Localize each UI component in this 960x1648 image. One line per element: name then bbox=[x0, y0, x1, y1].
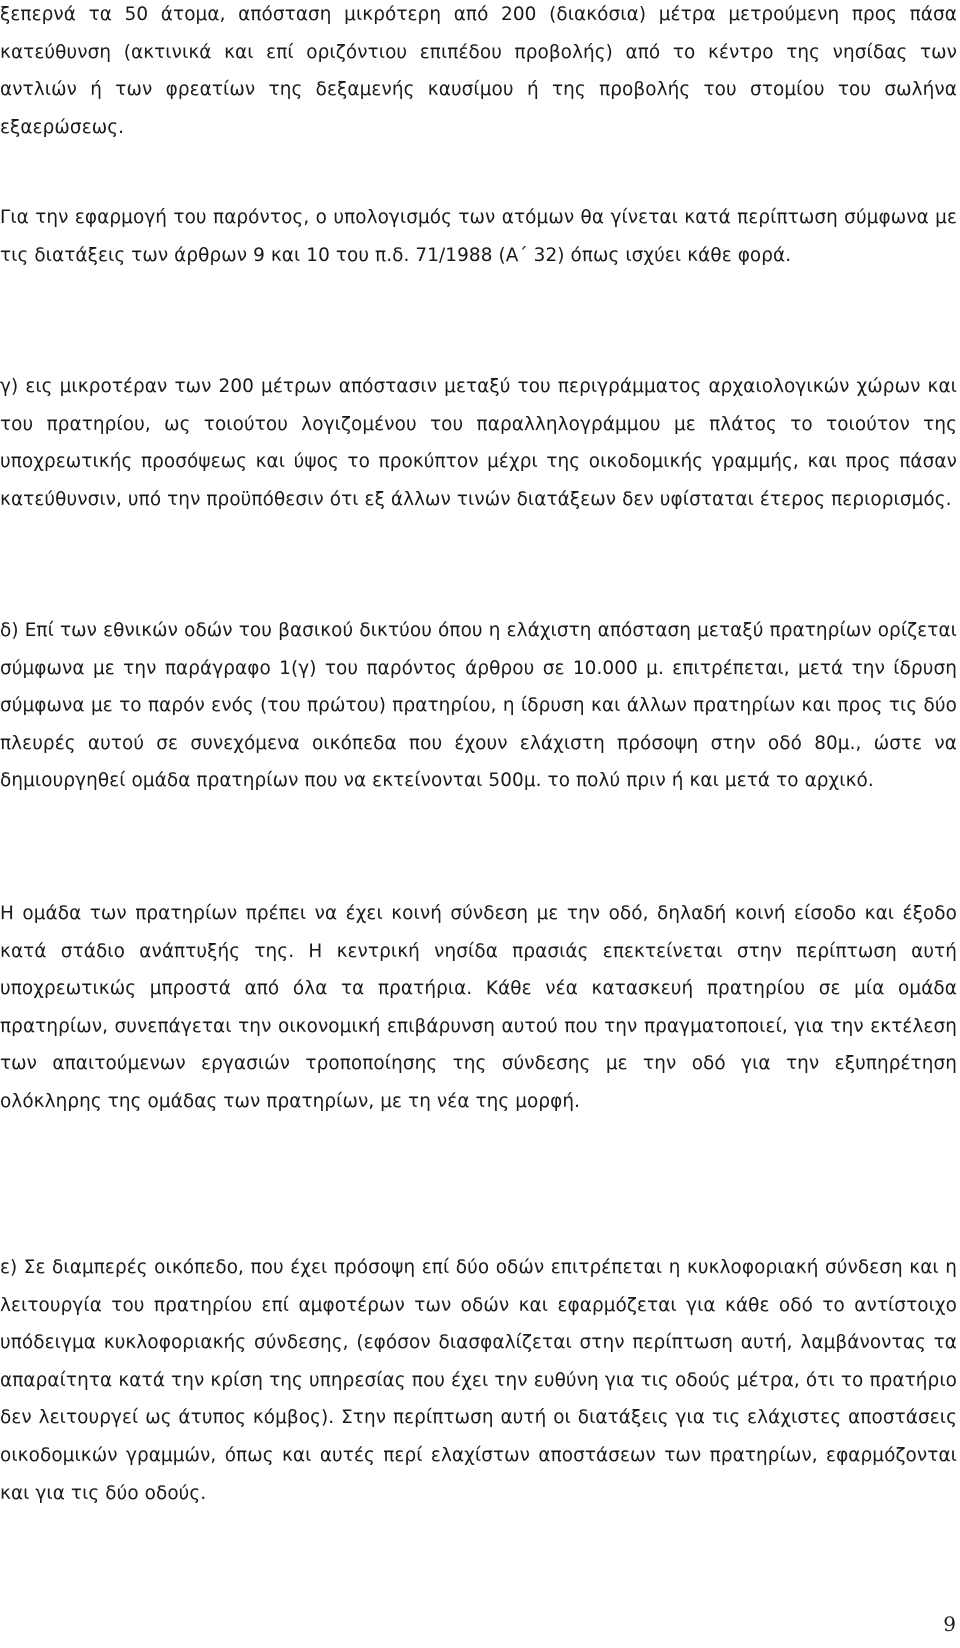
paragraph-station-group: Η ομάδα των πρατηρίων πρέπει να έχει κοινή σύνδεση με την οδό, δηλαδή κοινή είσοδο και έξοδο κατά στάδιο ανάπτυξής της. Η κεντρική νησίδα πρασιάς επεκτείνεται στην περίπτωση αυτή υποχρεωτικώς μπροστά από όλα τα πρατήρια. Κάθε νέα κατασκευή πρατηρίου σε μία ομάδα πρατηρίων, συνεπάγεται την οικονομική επιβάρυνση αυτού που την πραγματοποιεί, για την εκτέλεση των απαιτούμενων εργασιών τροποποίησης της σύνδεσης με την οδό για την εξυπηρέτηση ολόκληρης της ομάδας των πρατηρίων, με τη νέα της μορφή. bbox=[0, 903, 957, 1112]
paragraph-item-g: γ) εις μικροτέραν των 200 μέτρων απόστασιν μεταξύ του περιγράμματος αρχαιολογικών χώρων και του πρατηρίου, ως τοιούτου λογιζομένου του παραλληλογράμμου με πλάτος το τοιούτον της υποχρεωτικής προσόψεως και ύψος το προκύπτον μέχρι της οικοδομικής γραμμής, και προς πάσαν κατεύθυνσιν, υπό την προϋπόθεσιν ότι εξ άλλων τινών διατάξεων δεν υφίσταται έτερος περιορισμός. bbox=[0, 376, 957, 510]
paragraph-continuation: ξεπερνά τα 50 άτομα, απόσταση μικρότερη από 200 (διακόσια) μέτρα μετρούμενη προς πάσα κατεύθυνση (ακτινικά και επί οριζόντιου επιπέδου προβολής) από το κέντρο της νησίδας των αντλιών ή των φρεατίων της δεξαμενής καυσίμου ή της προβολής του στομίου του σωλήνα εξαερώσεως. bbox=[0, 4, 957, 138]
page-number: 9 bbox=[943, 1612, 956, 1636]
paragraph-calculation-note: Για την εφαρμογή του παρόντος, ο υπολογισμός των ατόμων θα γίνεται κατά περίπτωση σύμφωνα με τις διατάξεις των άρθρων 9 και 10 του π.δ. 71/1988 (Α΄ 32) όπως ισχύει κάθε φορά. bbox=[0, 207, 957, 266]
paragraph-item-e: ε) Σε διαμπερές οικόπεδο, που έχει πρόσοψη επί δύο οδών επιτρέπεται η κυκλοφοριακή σύνδεση και η λειτουργία του πρατηρίου επί αμφοτέρων των οδών και εφαρμόζεται για κάθε οδό το αντίστοιχο υπόδειγμα κυκλοφοριακής σύνδεσης, (εφόσον διασφαλίζεται στην περίπτωση αυτή, λαμβάνοντας τα απαραίτητα κατά την κρίση της υπηρεσίας που έχει την ευθύνη για τις οδούς μέτρα, ότι το πρατήριο δεν λειτουργεί ως άτυπος κόμβος). Στην περίπτωση αυτή οι διατάξεις για τις ελάχιστες αποστάσεις οικοδομικών γραμμών, όπως και αυτές περί ελαχίστων αποστάσεων των πρατηρίων, εφαρμόζονται και για τις δύο οδούς. bbox=[0, 1257, 957, 1504]
paragraph-item-d: δ) Επί των εθνικών οδών του βασικού δικτύου όπου η ελάχιστη απόσταση μεταξύ πρατηρίων ορίζεται σύμφωνα με την παράγραφο 1(γ) του παρόντος άρθρου σε 10.000 μ. επιτρέπεται, μετά την ίδρυση σύμφωνα με το παρόν ενός (του πρώτου) πρατηρίου, η ίδρυση και άλλων πρατηρίων και προς τις δύο πλευρές αυτού σε συνεχόμενα οικόπεδα που έχουν ελάχιστη πρόσοψη στην οδό 80μ., ώστε να δημιουργηθεί ομάδα πρατηρίων που να εκτείνονται 500μ. το πολύ πριν ή και μετά το αρχικό. bbox=[0, 620, 957, 792]
